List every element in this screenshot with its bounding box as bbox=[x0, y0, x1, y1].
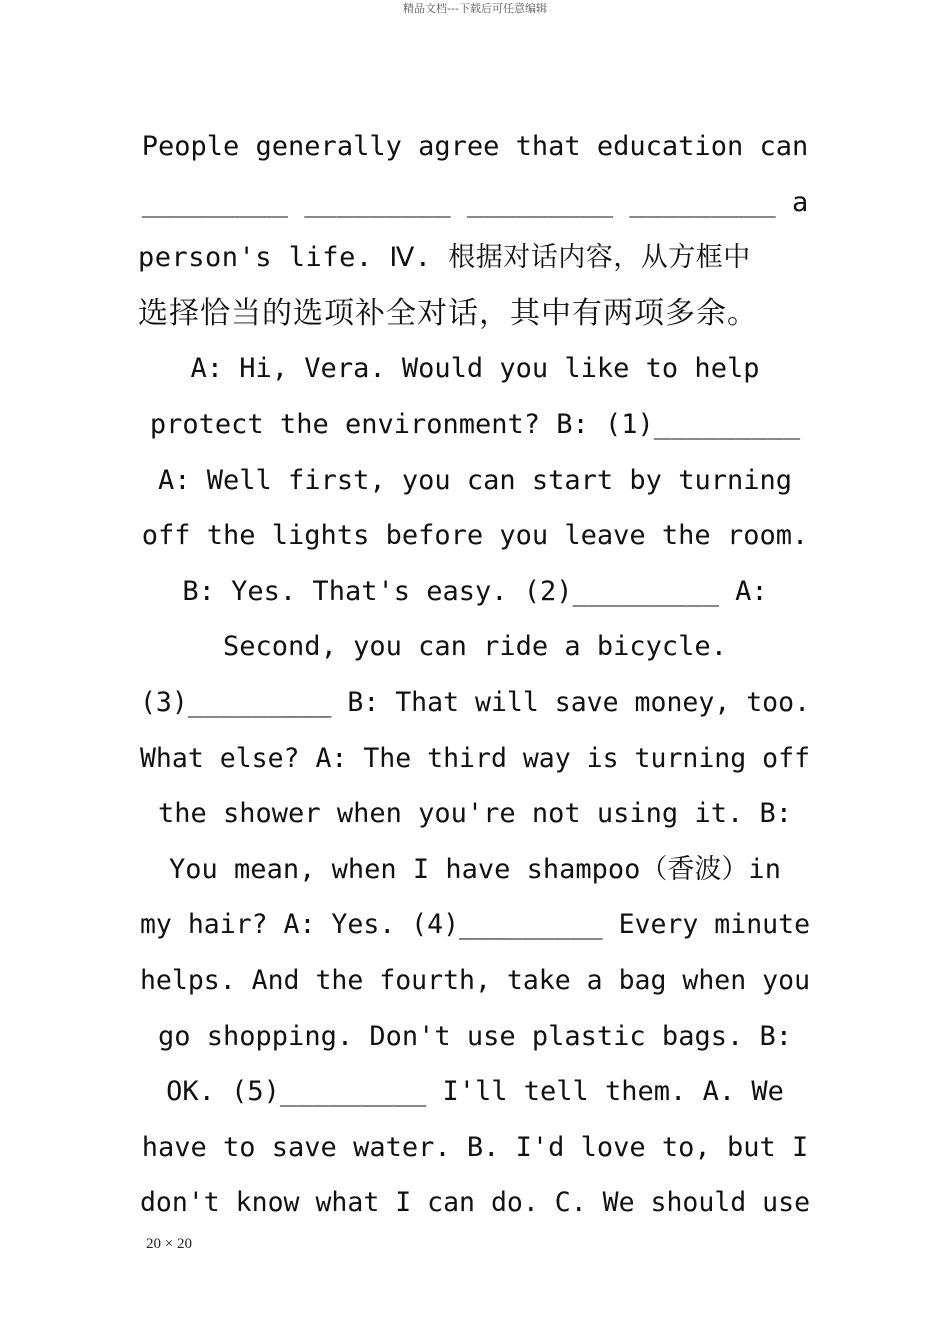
text-line: 选择恰当的选项补全对话，其中有两项多余。 bbox=[138, 295, 758, 331]
page-size-label: 20 × 20 bbox=[146, 1236, 192, 1252]
text-line: What else? A: The third way is turning off bbox=[139, 742, 811, 774]
document-body bbox=[138, 119, 812, 1231]
page-header: 精品文档---下载后可任意编辑 bbox=[403, 2, 547, 15]
text-line: my hair? A: Yes. (4)_________ Every minute bbox=[139, 909, 811, 941]
text-line: person's life. Ⅳ. 根据对话内容，从方框中 bbox=[138, 242, 751, 274]
text-line: A: Hi, Vera. Would you like to help bbox=[190, 353, 760, 385]
text-line: protect the environment? B: (1)_________ bbox=[149, 408, 801, 440]
text-line: the shower when you're not using it. B: bbox=[158, 798, 792, 830]
text-line: People generally agree that education can bbox=[141, 131, 809, 162]
text-line: B: Yes. That's easy. (2)_________ A: bbox=[182, 575, 768, 607]
text-line: OK. (5)_________ I'll tell them. A. We bbox=[166, 1076, 784, 1108]
text-line: don't know what I can do. C. We should use bbox=[139, 1187, 811, 1219]
text-line: have to save water. B. I'd love to, but I bbox=[141, 1131, 809, 1163]
text-line: go shopping. Don't use plastic bags. B: bbox=[158, 1020, 792, 1052]
text-line: You mean, when I have shampoo（香波）in bbox=[169, 853, 781, 885]
text-line: _________ _________ _________ _________ a bbox=[141, 186, 809, 218]
text-line: helps. And the fourth, take a bag when you bbox=[139, 964, 811, 996]
text-line: (3)_________ B: That will save money, too. bbox=[139, 686, 811, 718]
text-line: off the lights before you leave the room. bbox=[141, 520, 809, 552]
text-line: A: Well first, you can start by turning bbox=[158, 464, 792, 496]
text-line: Second, you can ride a bicycle. bbox=[223, 631, 727, 663]
